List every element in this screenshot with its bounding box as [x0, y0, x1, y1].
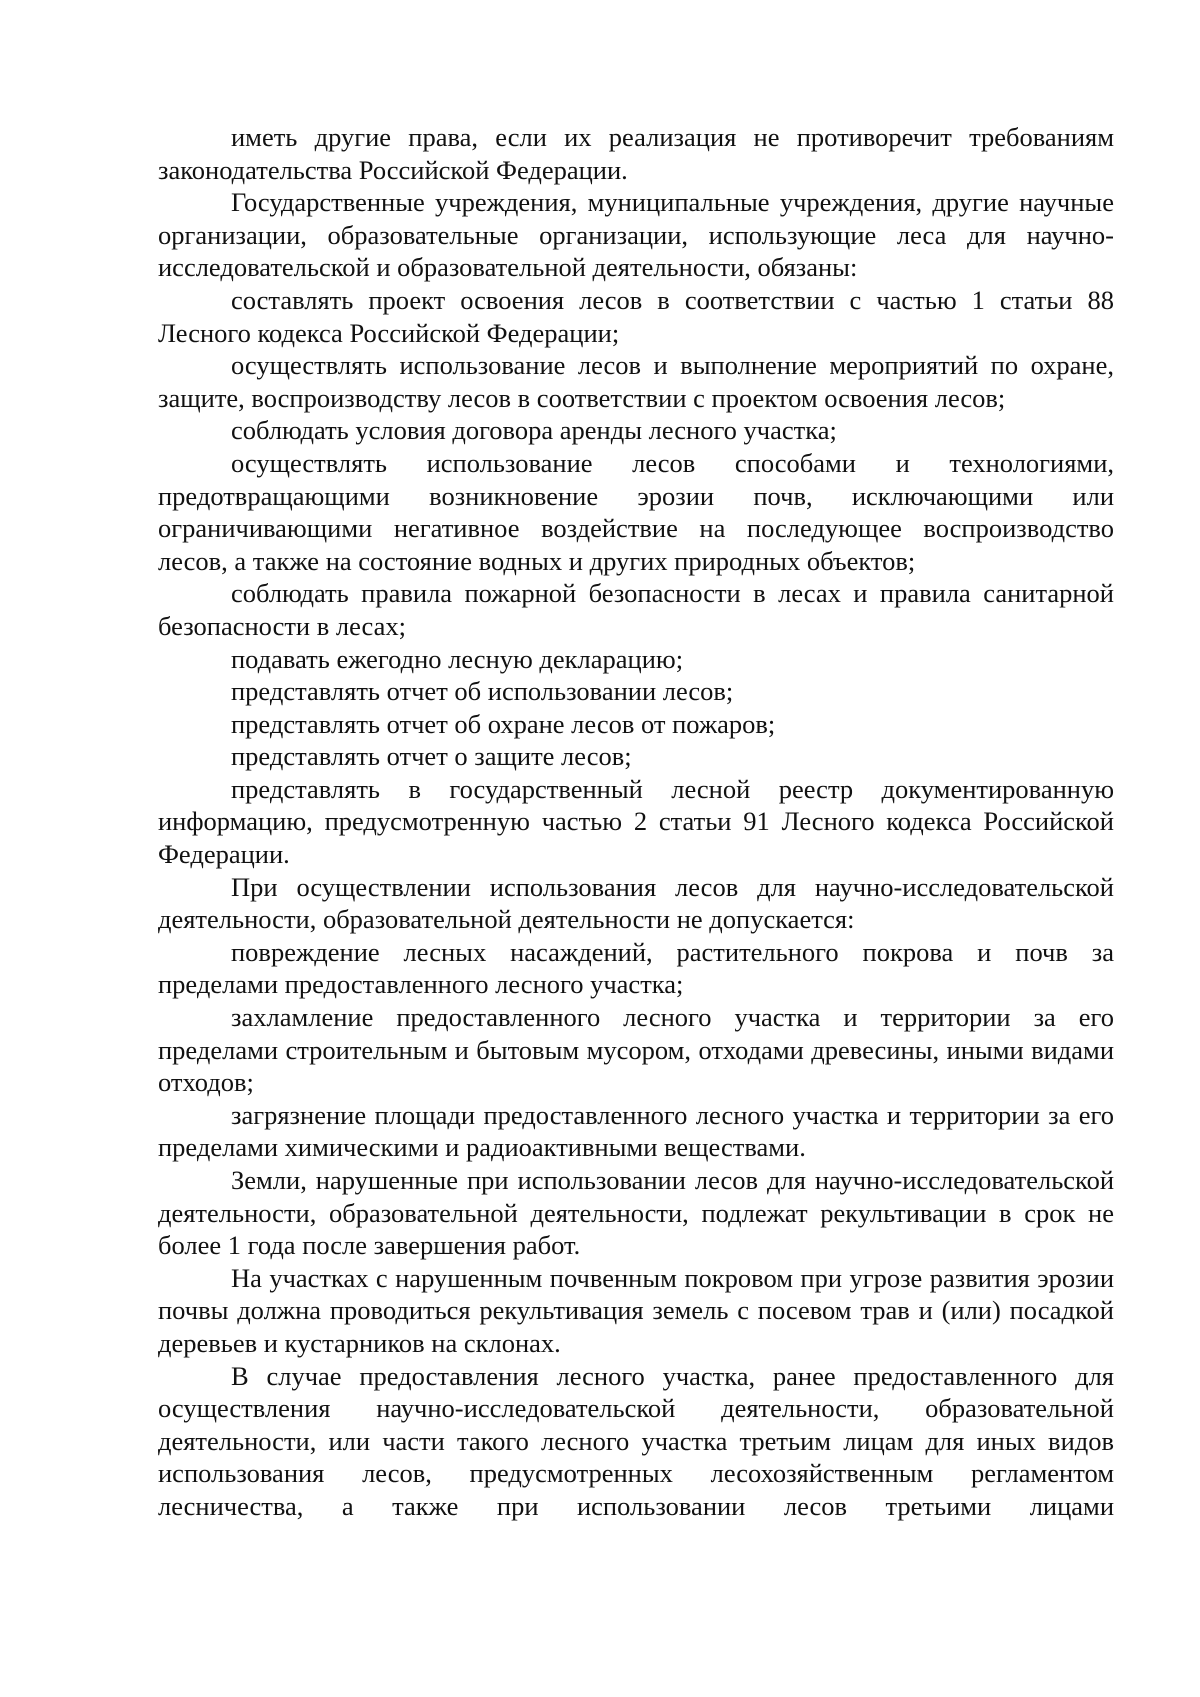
paragraph-rights: иметь другие права, если их реализация не противоречит требованиям законодательства Российской Федерации.	[158, 122, 1114, 185]
paragraph-report-fire: представлять отчет об охране лесов от пожаров;	[231, 708, 776, 739]
paragraph-registry: представлять в государственный лесной реестр документированную информацию, предусмотренную частью 2 статьи 91 Лесного кодекса Российской Федерации.	[158, 773, 1114, 870]
paragraph-report-protection: представлять отчет о защите лесов;	[231, 741, 632, 772]
paragraph-use-and-measures: осуществлять использование лесов и выполнение мероприятий по охране, защите, воспроизводству лесов в соответствии с проектом освоения лесов;	[158, 350, 1114, 413]
paragraph-report-use: представлять отчет об использовании лесов;	[231, 676, 734, 707]
paragraph-lease-terms: соблюдать условия договора аренды лесного участка;	[231, 415, 837, 446]
paragraph-pollution: загрязнение площади предоставленного лесного участка и территории за его пределами химическими и радиоактивными веществами.	[158, 1099, 1114, 1163]
paragraph-damage: повреждение лесных насаждений, растительного покрова и почв за пределами предоставленного лесного участка;	[158, 936, 1114, 1000]
paragraph-fire-safety: соблюдать правила пожарной безопасности в лесах и правила санитарной безопасности в лесах;	[158, 578, 1114, 641]
paragraph-soil-cover: На участках с нарушенным почвенным покровом при угрозе развития эрозии почвы должна проводиться рекультивация земель с посевом трав и (или) посадкой деревьев и кустарников на склонах.	[158, 1262, 1114, 1358]
paragraph-littering: захламление предоставленного лесного участка и территории за его пределами строительным и бытовым мусором, отходами древесины, иными видами отходов;	[158, 1002, 1114, 1098]
paragraph-declaration: подавать ежегодно лесную декларацию;	[231, 643, 684, 674]
paragraph-prohibited-intro: При осуществлении использования лесов для научно-исследовательской деятельности, образовательной деятельности не допускается:	[158, 871, 1114, 935]
paragraph-project: составлять проект освоения лесов в соответствии с частью 1 статьи 88 Лесного кодекса Российской Федерации;	[158, 284, 1114, 348]
paragraph-recultivation: Земли, нарушенные при использовании лесов для научно-исследовательской деятельности, образовательной деятельности, подлежат рекультивации в срок не более 1 года после завершения работ.	[158, 1165, 1114, 1261]
paragraph-third-parties: В случае предоставления лесного участка, ранее предоставленного для осуществления научно-исследовательской деятельности, образовательной деятельности, или части такого лесного участка третьим лицам для иных видов использования лесов, предусмотренных лесохозяйственным регламентом лесничества, а также при использовании лесов третьими лицами	[158, 1360, 1114, 1521]
paragraph-obligations-intro: Государственные учреждения, муниципальные учреждения, другие научные организации, образовательные организации, использующие леса для научно-исследовательской и образовательной деятельности, обязаны:	[158, 187, 1114, 283]
paragraph-erosion: осуществлять использование лесов способами и технологиями, предотвращающими возникновение эрозии почв, исключающими или ограничивающими негативное воздействие на последующее воспроизводство лесов, а также на состояние водных и других природных объектов;	[158, 447, 1114, 576]
document-body	[158, 121, 1114, 1523]
